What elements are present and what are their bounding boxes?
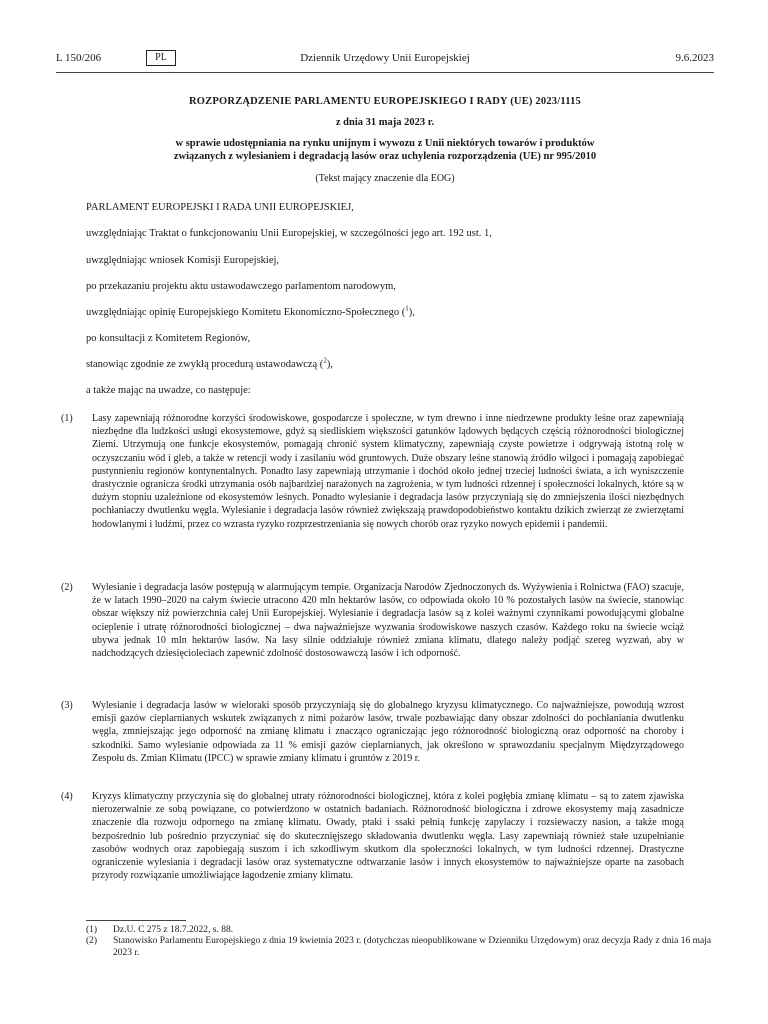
preamble-treaty: uwzględniając Traktat o funkcjonowaniu Unii Europejskiej, w szczególności jego art. 192 ust. 1,	[86, 228, 492, 239]
language-badge: PL	[146, 50, 176, 66]
preamble-procedure-close: ),	[326, 359, 333, 370]
preamble-eesc-opinion	[86, 306, 415, 319]
footnote-mark: (2)	[86, 936, 98, 946]
footnote-ref-2[interactable]: 2	[323, 356, 327, 365]
footnote-divider	[86, 920, 186, 921]
publication-date: 9.6.2023	[675, 52, 714, 64]
recital-text: Kryzys klimatyczny przyczynia się do globalnej utraty różnorodności biologicznej, która z kolei pogłębia zmianę klimatu – są to zatem zjawiska nierozerwalnie ze sobą powiązane, co potwierdzono w ostatnich badaniach. Różnorodność biologiczna i zdrowe ekosystemy mają zasadnicze znaczenie dla rozwoju odpornego na zmianę klimatu. Owady, ptaki i ssaki pełnią funkcję zapylaczy i rozsiewaczy nasion, a także mogą bezpośrednio lub pośrednio przyczyniać się do skutecznięjszego składowania dwutlenku węgla. Lasy zapewniają również stałe uzupełnianie zasobów wodnych oraz zapobiegają suszom i ich szkodliwym skutkom dla społeczności lokalnych, w tym ludności rdzennej. Drastyczne ograniczenie wylesiania i degradacji lasów oraz systematyczne odtwarzanie lasów i innych ekosystemów to najważniejsze oparte na zasobach przyrody rozwiązanie umożliwiające łagodzenie zmiany klimatu.	[92, 791, 684, 882]
preamble-proposal: uwzględniając wniosek Komisji Europejskiej,	[86, 255, 280, 266]
regulation-title: ROZPORZĄDZENIE PARLAMENTU EUROPEJSKIEGO I RADY (UE) 2023/1115	[189, 96, 581, 107]
recital-text: Wylesianie i degradacja lasów postępują w alarmującym tempie. Organizacja Narodów Zjednoczonych ds. Wyżywienia i Rolnictwa (FAO) szacuje, że w latach 1990–2020 na całym świecie utracono 420 mln hektarów lasów, co odpowiada około 10 % pozostałych lasów na świecie, stanowiąc obszar większy niż powierzchnia całej Unii Europejskiej. Wylesianie i degradacja lasów są z kolei ważnymi czynnikami powodującymi globalne ocieplenie i utratę różnorodności biologicznej – dwa najważniejsze wyzwania środowiskowe naszych czasów. Każdego roku na świecie wciąż ubywa jednak 10 mln hektarów lasów. Na lasy silnie oddziałuje również zmiana klimatu, dlatego należy podjąć szereg wyzwań, aby w nadchodzących dziesięcioleciach zapewnić zdolność dostosowawczą lasów i ich odporność.	[92, 582, 684, 660]
preamble-procedure-text: stanowiąc zgodnie ze zwykłą procedurą ustawodawczą (	[86, 359, 324, 370]
header-divider	[56, 72, 714, 73]
footnote-text: Stanowisko Parlamentu Europejskiego z dnia 19 kwietnia 2023 r. (dotychczas nieopublikowane w Dzienniku Urzędowym) oraz decyzja Rady z dnia 16 maja 2023 r.	[113, 936, 712, 958]
recital-number: (1)	[61, 413, 73, 424]
preamble-transmission: po przekazaniu projektu aktu ustawodawczego parlamentom narodowym,	[86, 281, 396, 292]
footnote-text: Dz.U. C 275 z 18.7.2022, s. 88.	[113, 925, 234, 935]
eea-relevance-note: (Tekst mający znaczenie dla EOG)	[315, 173, 455, 184]
footnote-ref-1[interactable]: 1	[405, 304, 409, 313]
journal-title: Dziennik Urzędowy Unii Europejskiej	[300, 52, 470, 64]
recital-number: (4)	[61, 791, 73, 802]
journal-reference: L 150/206	[56, 52, 102, 64]
preamble-authors: PARLAMENT EUROPEJSKI I RADA UNII EUROPEJSKIEJ,	[86, 202, 354, 213]
regulation-subject-line-2: związanych z wylesianiem i degradacją lasów oraz uchylenia rozporządzenia (UE) nr 995/2010	[173, 151, 597, 162]
preamble-whereas: a także mając na uwadze, co następuje:	[86, 385, 251, 396]
preamble-regions: po konsultacji z Komitetem Regionów,	[86, 333, 251, 344]
recital-text: Lasy zapewniają różnorodne korzyści środowiskowe, gospodarcze i społeczne, w tym drewno i inne niedrzewne produkty leśne oraz zapewniają niezbędne dla ludzkości usługi ekosystemowe, gdyż są siedliskiem większości gatunków lądowych będących częścią różnorodności biologicznej Ziemi. Utrzymują one funkcje ekosystemów, pomagają chronić system klimatyczny, zapewniają czyste powietrze i odgrywają istotną rolę w oczyszczaniu wód i gleb, a także w retencji wody i zasilaniu wód gruntowych. Duże obszary leśne stanowią źródło wilgoci i pomagają zapobiegać pustynnieniu regionów kontynentalnych. Ponadto lasy zapewniają utrzymanie i dochód około jednej trzeciej ludności świata, a ich wyniszczenie drastycznie ogranicza środki utrzymania osób najbardziej narażonych na zagrożenia, w tym ludności rdzennej i społeczności lokalnych, które są w dużym stopniu uzależnione od ekosystemów leśnych. Ponadto wylesianie i degradacja lasów przyczyniają się do zmniejszenia ilości niezbędnych pochłaniaczy dwutlenku węgla. Wylesianie i degradacja lasów również zwiększają prawdopodobieństwo kontaktu dzikich zwierząt ze zwierzętami hodowlanymi i ludźmi, przez co wzrasta ryzyko rozprzestrzeniania się nowych chorób oraz ryzyko nowych epidemii i pandemii.	[92, 413, 684, 530]
regulation-subject-line-1: w sprawie udostępniania na rynku unijnym i wywozu z Unii niektórych towarów i produktów	[175, 138, 595, 149]
regulation-subject	[56, 137, 714, 163]
page-header	[56, 52, 714, 68]
preamble-procedure	[86, 358, 333, 371]
preamble-eesc-close: ),	[408, 307, 415, 318]
regulation-date: z dnia 31 maja 2023 r.	[335, 117, 435, 128]
preamble-eesc-text: uwzględniając opinię Europejskiego Komitetu Ekonomiczno-Społecznego (	[86, 307, 406, 318]
recital-number: (2)	[61, 582, 73, 593]
recital-text: Wylesianie i degradacja lasów w wieloraki sposób przyczyniają się do globalnego kryzysu klimatycznego. Co najważniejsze, powodują wzrost emisji gazów cieplarnianych wskutek związanych z nimi pożarów lasów, trwale pozbawiając dany obszar zdolności do pochłaniania dwutlenku węgla, zmniejszając jego odporność na zmianę klimatu i znacząco ograniczając jego różnorodność biologiczną oraz odporność na choroby i szkodniki. Samo wylesianie odpowiada za 11 % emisji gazów cieplarnianych, jak określono w sprawozdaniu specjalnym Międzyrządowego Zespołu ds. Zmian Klimatu (IPCC) w sprawie zmiany klimatu i gruntów z 2019 r.	[92, 700, 684, 764]
footnote-mark: (1)	[86, 925, 98, 935]
recital-number: (3)	[61, 700, 73, 711]
